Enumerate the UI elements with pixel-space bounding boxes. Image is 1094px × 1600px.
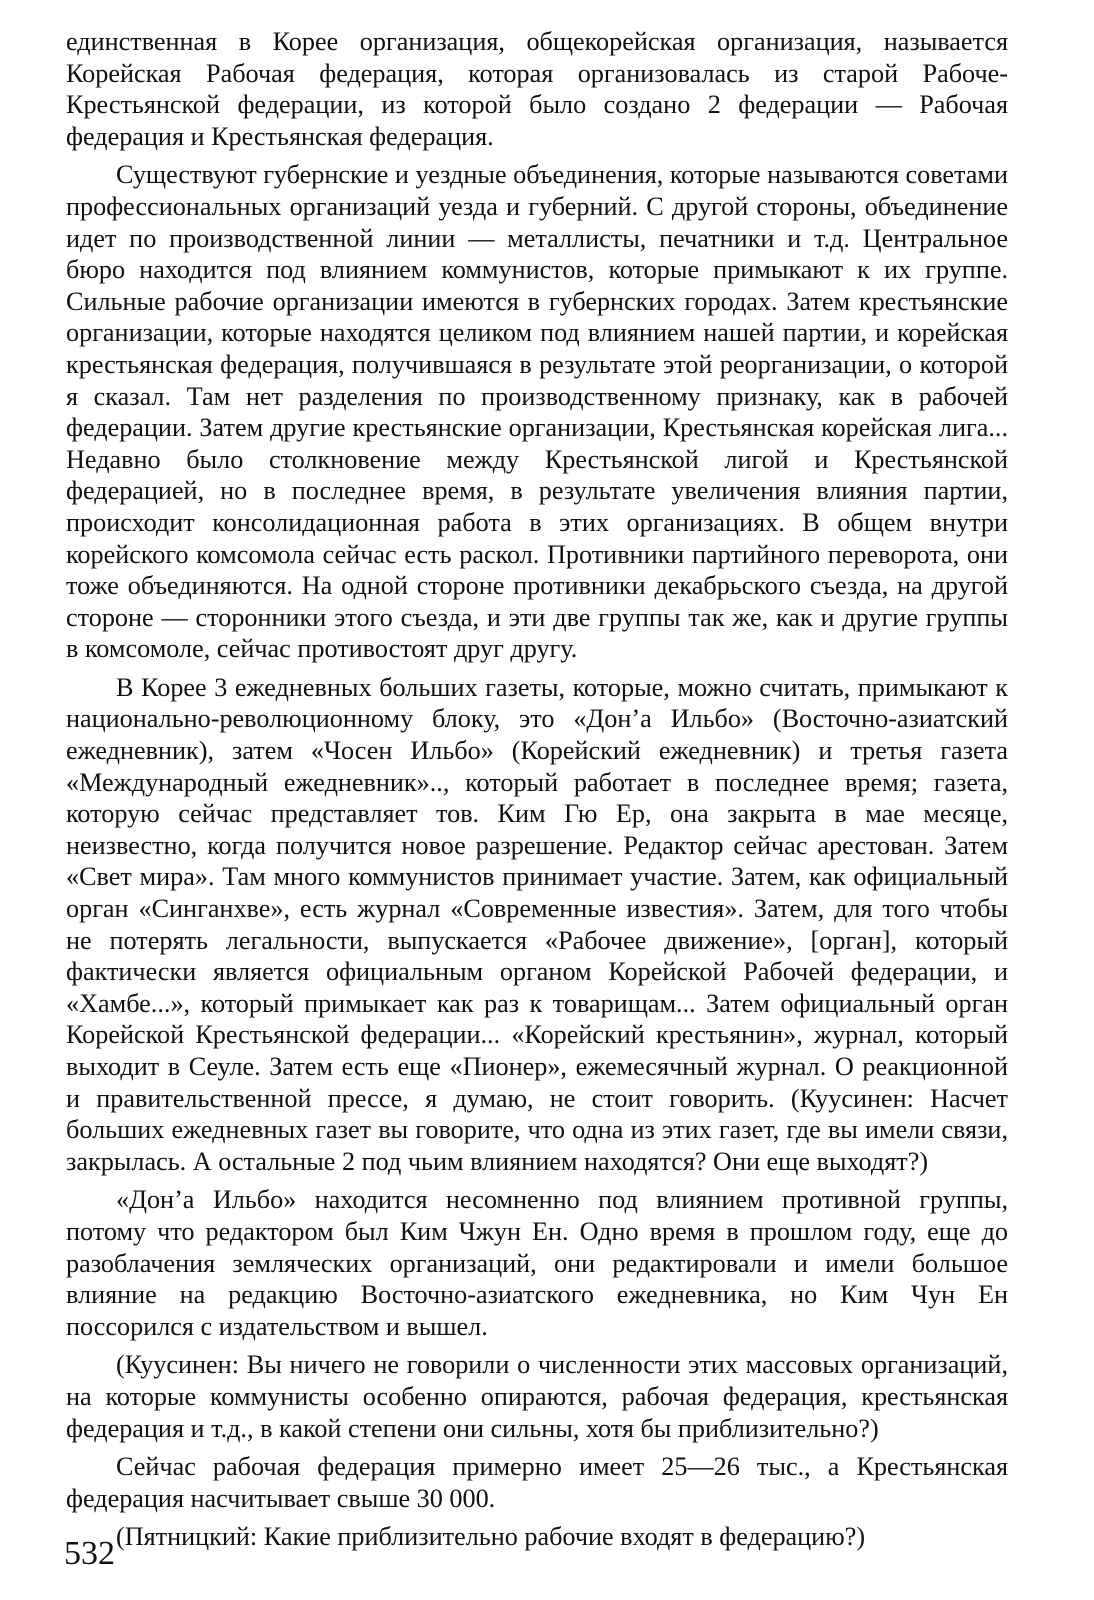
body-text <box>66 26 1008 1560</box>
paragraph: Сейчас рабочая федерация примерно имеет 25—26 тыс., а Крестьянская федерация насчитывает свыше 30 000. <box>66 1452 1008 1513</box>
paragraph: «Дон’а Ильбо» находится несомненно под влиянием противной группы, потому что редактором был Ким Чжун Ен. Одно время в прошлом году, еще до разоблачения землячеcких организаций, они редактировали и имели большое влияние на редакцию Восточно-азиатского ежедневника, но Ким Чун Ен поссорился с издательством и вышел. <box>66 1185 1008 1341</box>
paragraph: единственная в Корее организация, общекорейская организация, называется Корейская Рабочая федерация, которая организовалась из старой Рабоче-Крестьянской федерации, из которой было создано 2 федерации — Рабочая федерация и Крестьянская федерация. <box>66 27 1008 151</box>
paragraph: (Пятницкий: Какие приблизительно рабочие входят в федерацию?) <box>116 1522 866 1552</box>
paragraph: Существуют губернские и уездные объединения, которые называются советами профессиональных организаций уезда и губерний. С другой стороны, объединение идет по производственной линии — металлисты, печатники и т.д. Центральное бюро находится под влиянием коммунистов, которые примыкают к их группе. Сильные рабочие организации имеются в губернских городах. Затем крестьянские организации, которые находятся целиком под влиянием нашей партии, и корейская крестьянская федерация, получившаяся в результате этой реорганизации, о которой я сказал. Там нет разделения по производственному признаку, как в рабочей федерации. Затем другие крестьянские организации, Крестьянская корейская лига... Недавно было столкновение между Крестьянской лигой и Крестьянской федерацией, но в последнее время, в результате увеличения влияния партии, происходит консолидационная работа в этих организациях. В общем внутри корейского комсомола сейчас есть раскол. Противники партийного переворота, они тоже объединяются. На одной стороне противники декабрьского съезда, на другой стороне — сторонники этого съезда, и эти две группы так же, как и другие группы в комсомоле, сейчас противостоят друг другу. <box>66 160 1009 664</box>
page-number: 532 <box>64 1535 115 1572</box>
paragraph: (Куусинен: Вы ничего не говорили о численности этих массовых организаций, на которые коммунисты особенно опираются, рабочая федерация, крестьянская федерация и т.д., в какой степени они сильны, хотя бы приблизительно?) <box>66 1350 1008 1443</box>
paragraph: В Корее 3 ежедневных больших газеты, которые, можно считать, примыкают к национально-революционному блоку, это «Дон’а Ильбо» (Восточно-азиатский ежедневник), затем «Чосен Ильбо» (Корейский ежедневник) и третья газета «Международный ежедневник».., который работает в последнее время; газета, которую сейчас представляет тов. Ким Гю Ер, она закрыта в мае месяце, неизвестно, когда получится новое разрешение. Редактор сейчас арестован. Затем «Свет мира». Там много коммунистов принимает участие. Затем, как официальный орган «Синганхве», есть журнал «Современные известия». Затем, для того чтобы не потерять легальности, выпускается «Рабочее движение», [орган], который фактически является официальным органом Корейской Рабочей федерации, и «Хамбе...», который примыкает как раз к товарищам... Затем официальный орган Корейской Крестьянской федерации... «Корейский крестьянин», журнал, который выходит в Сеуле. Затем есть еще «Пионер», ежемесячный журнал. О реакционной и правительственной прессе, я думаю, не стоит говорить. (Куусинен: Насчет больших ежедневных газет вы говорите, что одна из этих газет, где вы имели связи, закрылась. А остальные 2 под чьим влиянием находятся? Они еще выходят?) <box>66 672 1008 1176</box>
